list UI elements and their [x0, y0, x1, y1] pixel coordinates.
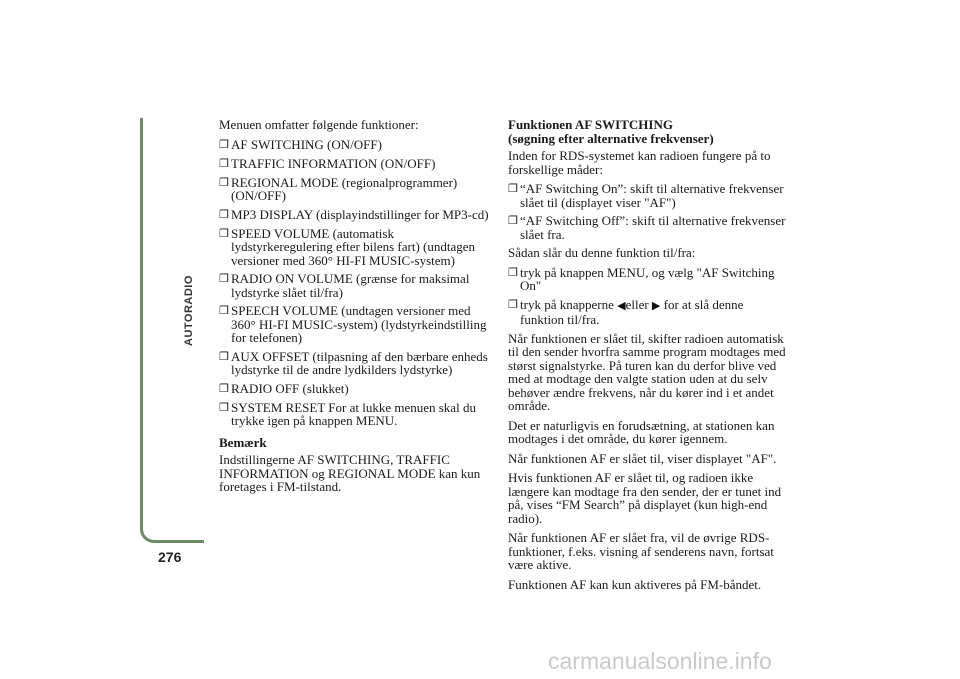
menu-function-list [219, 138, 497, 428]
menu-function-item [219, 272, 497, 299]
explanation-paragraphs [508, 332, 790, 592]
page-number: 276 [158, 549, 182, 565]
explanation-paragraph: Funktionen AF kan kun aktiveres på FM-båndet. [508, 576, 762, 592]
step-text-2 [520, 298, 790, 327]
checkbox-bullet-icon: ❐ [508, 215, 518, 227]
checkbox-bullet-icon: ❐ [219, 227, 229, 240]
checkbox-bullet-icon: ❐ [508, 266, 518, 279]
af-mode-list [508, 182, 790, 241]
menu-function-item [219, 401, 497, 428]
checkbox-bullet-icon: ❐ [219, 382, 229, 395]
section-heading-line1: Funktionen AF SWITCHING [508, 117, 673, 132]
checkbox-bullet-icon: ❐ [219, 176, 229, 189]
menu-function-item-text: RADIO OFF (slukket) [231, 380, 349, 396]
left-arrow-icon: ◀ [617, 299, 626, 312]
menu-function-item-text: REGIONAL MODE (regionalprogrammer) (ON/OFF) [231, 174, 458, 203]
af-mode-item [508, 182, 790, 209]
explanation-paragraph: Hvis funktionen AF er slået til, og radioen ikke længere kan modtage fra den sender, der er tunet ind på, vises “FM Search” på displayet (kun high-end radio). [508, 470, 782, 526]
menu-function-item-text: SYSTEM RESET For at lukke menuen skal du trykke igen på knappen MENU. [231, 399, 476, 428]
menu-function-item-text: MP3 DISPLAY (displayindstillinger for MP3-cd) [231, 206, 489, 222]
section-heading [508, 118, 790, 145]
menu-function-item [219, 350, 497, 377]
explanation-paragraph: Det er naturligvis en forudsætning, at stationen kan modtages i det område, du kører igennem. [508, 417, 775, 446]
checkbox-bullet-icon: ❐ [219, 273, 229, 285]
step-text-1: tryk på knappen MENU, og vælg "AF Switching On" [520, 264, 775, 293]
checkbox-bullet-icon: ❐ [219, 305, 229, 317]
explanation-paragraph: Når funktionen AF er slået til, viser displayet "AF". [508, 450, 777, 466]
menu-intro: Menuen omfatter følgende funktioner: [219, 117, 419, 132]
checkbox-bullet-icon: ❐ [219, 350, 229, 363]
af-mode-item [508, 214, 790, 241]
menu-function-item-text: SPEED VOLUME (automatisk lydstyrkeregulering efter bilens fart) (undtagen versioner med 360° HI-FI MUSIC-system) [231, 225, 476, 268]
menu-function-item-text: SPEECH VOLUME (undtagen versioner med 360° HI-FI MUSIC-system) (lydstyrkeindstilling for telefonen) [231, 303, 487, 345]
menu-function-item [219, 138, 497, 152]
watermark: carmanualsonline.info [548, 648, 772, 674]
section-heading-line2: (søgning efter alternative frekvenser) [508, 130, 714, 146]
howto-label: Sådan slår du denne funktion til/fra: [508, 245, 696, 260]
right-column [508, 118, 790, 597]
menu-function-item [219, 208, 497, 222]
menu-function-item [219, 176, 497, 203]
note-text: Indstillingerne AF SWITCHING, TRAFFIC INFORMATION og REGIONAL MODE kan kun foretages i FM-tilstand. [219, 452, 481, 494]
checkbox-bullet-icon: ❐ [219, 157, 229, 170]
menu-function-item-text: AUX OFFSET (tilpasning af den bærbare enheds lydstyrke til de andre lydkilders lydstyrke) [231, 348, 488, 377]
explanation-paragraph: Når funktionen er slået til, skifter radioen automatisk til den sender hvorfra samme program modtages med størst signalstyrke. På turen kan du derfor blive ved med at modtage den valgte station uden at du selv behøver ændre frekvens, når du kører ind i et andet område. [508, 330, 786, 413]
checkbox-bullet-icon: ❐ [219, 138, 229, 151]
rds-intro: Inden for RDS-systemet kan radioen fungere på to forskellige måder: [508, 148, 771, 177]
explanation-paragraph: Når funktionen AF er slået fra, vil de øvrige RDS-funktioner, f.eks. visning af senderens navn, fortsat være aktive. [508, 530, 774, 572]
step-item-2 [508, 298, 790, 327]
right-arrow-icon: ▶ [651, 299, 661, 312]
step2-text-after: for at slå denne funktion til/fra. [520, 296, 744, 327]
checkbox-bullet-icon: ❐ [508, 183, 518, 195]
checkbox-bullet-icon: ❐ [219, 208, 229, 221]
checkbox-bullet-icon: ❐ [508, 298, 518, 311]
left-column [219, 118, 497, 500]
af-mode-item-text: “AF Switching On”: skift til alternative frekvenser slået til (displayet viser "AF") [520, 181, 784, 210]
menu-function-item-text: AF SWITCHING (ON/OFF) [231, 136, 382, 152]
menu-function-item-text: TRAFFIC INFORMATION (ON/OFF) [231, 155, 436, 171]
note-heading: Bemærk [219, 434, 267, 450]
menu-function-item [219, 157, 497, 171]
step2-text-before: tryk på knapperne [520, 296, 618, 312]
step2-text-middle: eller [625, 296, 652, 312]
checkbox-bullet-icon: ❐ [219, 401, 229, 414]
step-item-1 [508, 266, 790, 293]
section-tab-label: AUTORADIO [183, 275, 195, 346]
menu-function-item [219, 382, 497, 396]
af-mode-item-text: “AF Switching Off”: skift til alternative frekvenser slået fra. [520, 213, 786, 242]
menu-function-item [219, 304, 497, 345]
menu-function-item-text: RADIO ON VOLUME (grænse for maksimal lydstyrke slået til/fra) [231, 271, 470, 300]
menu-function-item [219, 227, 497, 268]
